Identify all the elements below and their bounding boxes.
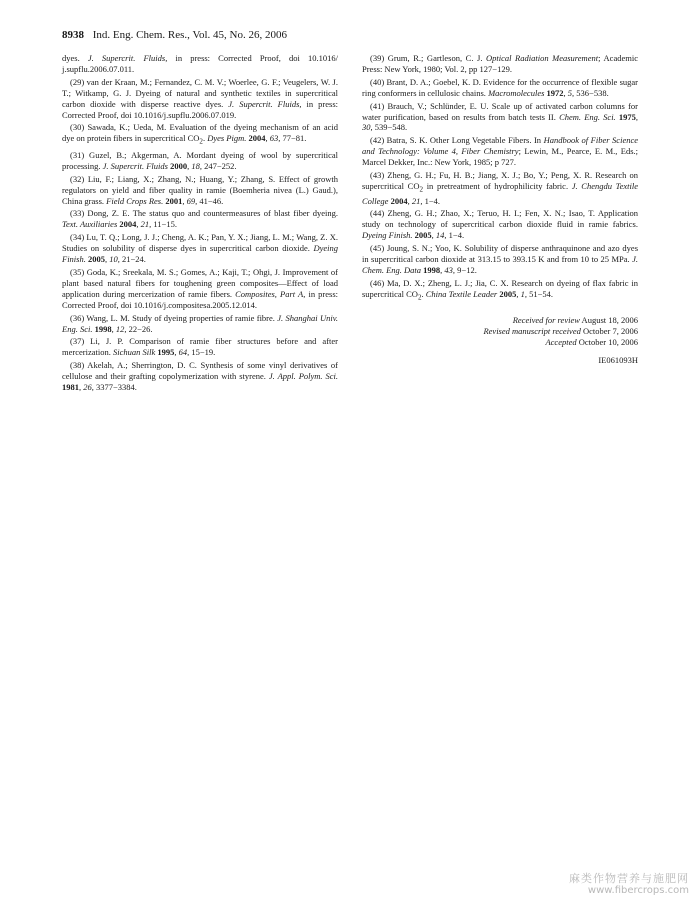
running-header [62,29,287,42]
reference-29: (29) van der Kraan, M.; Fernandez, C. M. V.; Woerlee, G. F.; Veugelers, W. J. T.; Witkamp, G. J. Dyeing of natural and synthetic textiles in supercritical carbon dioxide with disperse reactive dyes. J. Supercrit. Fluids, in press: Corrected Proof, doi 10.1016/j.supflu.2006.07.019. [62,76,338,120]
reference-44: (44) Zheng, G. H.; Zhao, X.; Teruo, H. I.; Fen, X. N.; Isao, T. Application study on technology of supercritical carbon dioxide fluid in ramie fabrics. Dyeing Finish. 2005, 14, 1−4. [362,208,638,241]
references-right-column [362,53,638,366]
references-left-column [62,53,338,395]
history-date-value: October 10, 2006 [576,337,638,348]
reference-32: (32) Liu, F.; Liang, X.; Zhang, N.; Huang, Y.; Zhang, S. Effect of growth regulators on yield and fiber quality in ramie (Boemheria nivea (L.) Gaud.), China grass. Field Crops Res. 2001, 69, 41−46. [62,173,338,206]
reference-31: (31) Guzel, B.; Akgerman, A. Mordant dyeing of wool by supercritical processing. J. Supercrit. Fluids 2000, 18, 247−252. [62,149,338,171]
reference-41: (41) Brauch, V.; Schlünder, E. U. Scale up of activated carbon columns for water purification, based on results from batch tests II. Chem. Eng. Sci. 1975, 30, 539−548. [362,100,638,133]
watermark-title: 麻类作物营养与施肥网 [569,872,689,885]
reference-40: (40) Brant, D. A.; Goebel, K. D. Evidence for the occurrence of flexible sugar ring conformers in cellulosic chains. Macromolecules 1972, 5, 536−538. [362,76,638,98]
article-code: IE061093H [598,355,638,366]
reference-36: (36) Wang, L. M. Study of dyeing properties of ramie fibre. J. Shanghai Univ. Eng. Sci. 1998, 12, 22−26. [62,312,338,334]
reference-39: (39) Grum, R.; Gartleson, C. J. Optical Radiation Measurement; Academic Press: New York, 1980; Vol. 2, pp 127−129. [362,53,638,74]
article-history [362,315,638,348]
reference-35: (35) Goda, K.; Sreekala, M. S.; Gomes, A.; Kaji, T.; Ohgi, J. Improvement of plant based natural fibers for toughening green composites—Effect of load application during mercerization of ramie fibers. Composites, Part A, in press: Corrected Proof, doi 10.1016/j.compositesa.2005.12.014. [62,267,338,310]
reference-46: (46) Ma, D. X.; Zheng, L. J.; Jia, C. X. Research on dyeing of flax fabric in supercritical $CO_2$. China Textile Leader 2005, 1, 51−54. [362,277,638,302]
history-date-row [362,315,638,326]
history-date-row [362,337,638,348]
site-watermark [569,873,689,897]
watermark-url: www.fibercrops.com [587,885,689,896]
reference-34: (34) Lu, T. Q.; Long, J. J.; Cheng, A. K.; Pan, Y. X.; Jiang, L. M.; Wang, Z. X. Studies on solubility of disperse dyes in supercritical carbon dioxide. Dyeing Finish. 2005, 10, 21−24. [62,232,338,265]
history-date-value: October 7, 2006 [580,326,638,337]
reference-37: (37) Li, J. P. Comparison of ramie fiber structures before and after mercerization. Sichuan Silk 1995, 64, 15−19. [62,336,338,358]
reference-43: (43) Zheng, G. H.; Fu, H. B.; Jiang, X. J.; Bo, Y.; Peng, X. R. Research on supercritical $CO_2$ in pretreatment of hydrophilicity fabric. J. Chengdu Textile College 2004, 21, 1−4. [362,170,638,206]
reference-continuation: dyes. J. Supercrit. Fluids, in press: Corrected Proof, doi 10.1016/ j.supflu.2006.07.011. [62,53,338,74]
reference-30: (30) Sawada, K.; Ueda, M. Evaluation of the dyeing mechanism of an acid dye on protein fibers in supercritical $CO_2$. Dyes Pigm. 2004, 63, 77−81. [62,122,338,147]
reference-38: (38) Akelah, A.; Sherrington, D. C. Synthesis of some vinyl derivatives of cellulose and their grafting copolymerization with styrene. J. Appl. Polym. Sci. 1981, 26, 3377−3384. [62,360,338,393]
reference-45: (45) Joung, S. N.; Yoo, K. Solubility of disperse anthraquinone and azo dyes in supercritical carbon dioxide at 313.15 to 393.15 K and from 10 to 25 MPa. J. Chem. Eng. Data 1998, 43, 9−12. [362,243,638,275]
history-date-label: Accepted [545,337,577,348]
history-date-label: Revised manuscript received [483,326,581,337]
reference-33: (33) Dong, Z. E. The status quo and countermeasures of blast fiber dyeing. Text. Auxiliaries 2004, 21, 11−15. [62,208,338,230]
page-number: 8938 [62,29,84,41]
references-right-list [362,53,638,303]
history-date-row [362,326,638,337]
journal-citation: Ind. Eng. Chem. Res., Vol. 45, No. 26, 2006 [92,29,287,41]
history-date-value: August 18, 2006 [579,315,638,326]
reference-42: (42) Batra, S. K. Other Long Vegetable Fibers. In Handbook of Fiber Science and Technology: Volume 4, Fiber Chemistry; Lewin, M., Pearce, E. M., Eds.; Marcel Dekker, Inc.: New York, 1985; p 727. [362,135,639,168]
history-date-label: Received for review [512,315,580,326]
